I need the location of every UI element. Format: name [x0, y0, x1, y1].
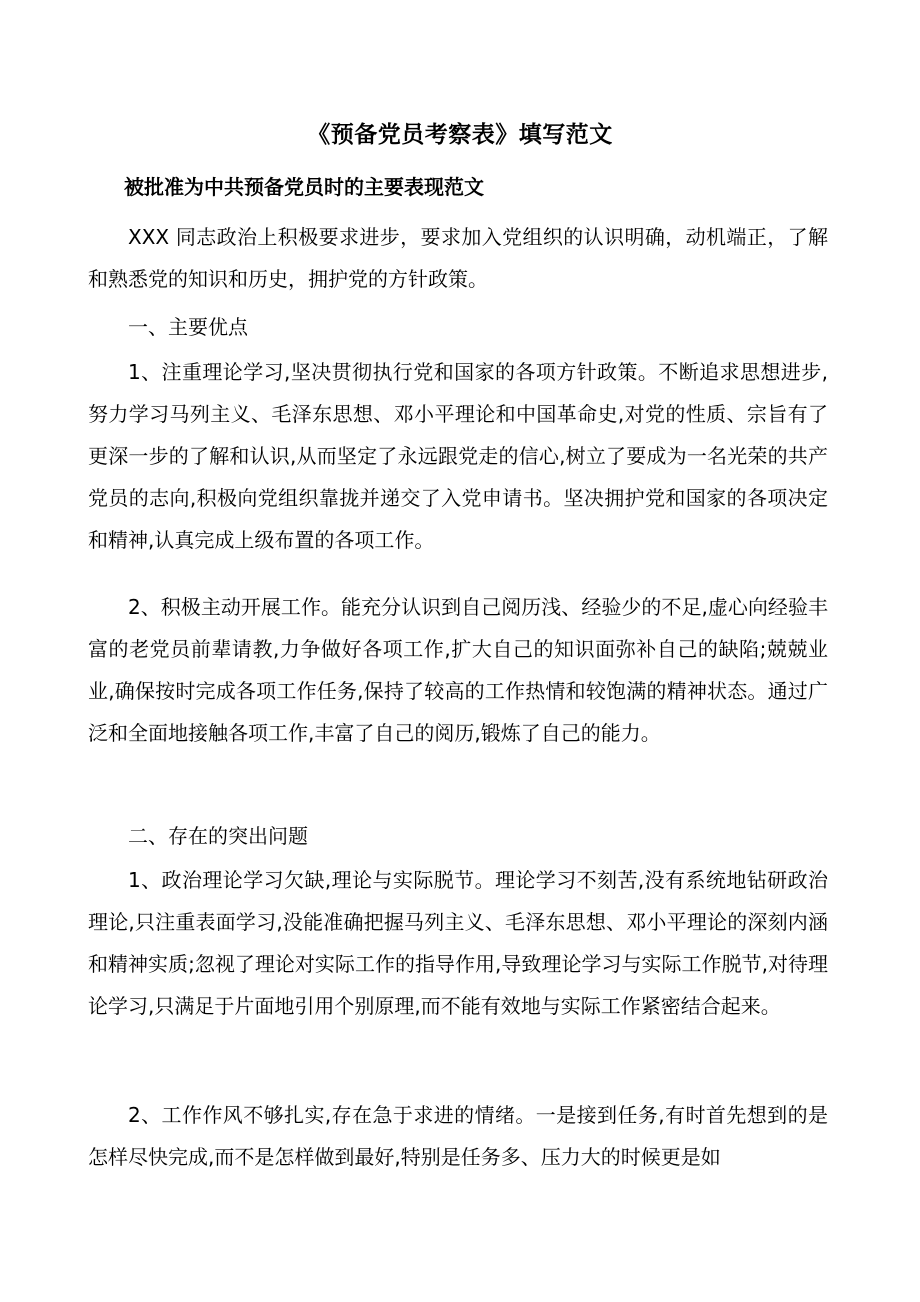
document-title: 《预备党员考察表》填写范文	[307, 122, 613, 148]
intro-paragraph: XXX 同志政治上积极要求进步，要求加入党组织的认识明确，动机端正，了解和熟悉党的知识和历史，拥护党的方针政策。	[88, 225, 828, 291]
problem-paragraph-1: 1、政治理论学习欠缺,理论与实际脱节。理论学习不刻苦,没有系统地钻研政治理论,只注重表面学习,没能准确把握马列主义、毛泽东思想、邓小平理论的深刻内涵和精神实质;忽视了理论对实际工作的指导作用,导致理论学习与实际工作脱节,对待理论学习,只满足于片面地引用个别原理,而不能有效地与实际工作紧密结合起来。	[88, 868, 828, 1018]
strength-paragraph-2: 2、积极主动开展工作。能充分认识到自己阅历浅、经验少的不足,虚心向经验丰富的老党员前辈请教,力争做好各项工作,扩大自己的知识面弥补自己的缺陷;兢兢业业,确保按时完成各项工作任务,保持了较高的工作热情和较饱满的精神状态。通过广泛和全面地接触各项工作,丰富了自己的阅历,锻炼了自己的能力。	[88, 595, 828, 745]
strength-paragraph-1: 1、注重理论学习,坚决贯彻执行党和国家的各项方针政策。不断追求思想进步,努力学习马列主义、毛泽东思想、邓小平理论和中国革命史,对党的性质、宗旨有了更深一步的了解和认识,从而坚定了永远跟党走的信心,树立了要成为一名光荣的共产党员的志向,积极向党组织靠拢并递交了入党申请书。坚决拥护党和国家的各项决定和精神,认真完成上级布置的各项工作。	[88, 360, 828, 552]
section-heading-problems: 二、存在的突出问题	[128, 824, 308, 848]
section-heading-strengths: 一、主要优点	[128, 315, 248, 339]
problem-paragraph-2: 2、工作作风不够扎实,存在急于求进的情绪。一是接到任务,有时首先想到的是怎样尽快完成,而不是怎样做到最好,特别是任务多、压力大的时候更是如	[88, 1103, 828, 1169]
document-subtitle: 被批准为中共预备党员时的主要表现范文	[124, 175, 484, 199]
